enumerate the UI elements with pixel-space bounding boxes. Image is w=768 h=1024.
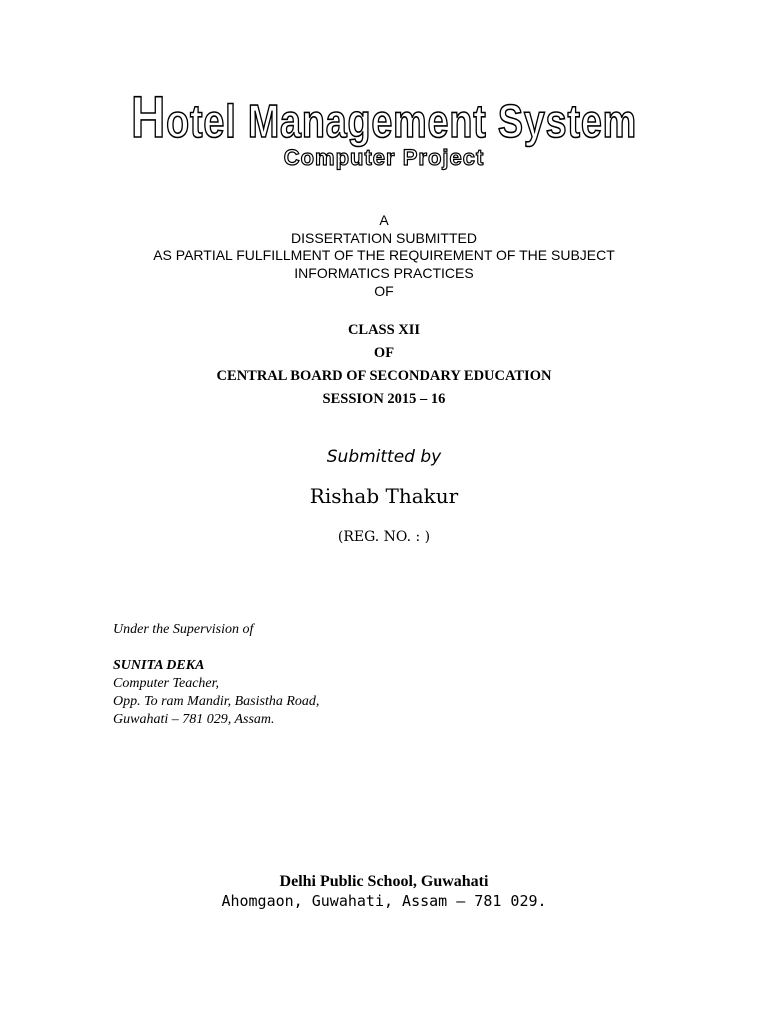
dissertation-line-4: INFORMATICS PRACTICES [294, 265, 474, 281]
dissertation-line-1: A [379, 212, 389, 228]
school-address: Ahomgaon, Guwahati, Assam – 781 029. [221, 892, 547, 910]
document-title [69, 85, 699, 151]
document-subtitle: Computer Project [283, 145, 485, 170]
supervision-label: Under the Supervision of [113, 622, 254, 637]
student-name: Rishab Thakur [309, 484, 459, 508]
registration-number: (REG. NO. : ) [337, 529, 431, 545]
supervisor-line-3: Guwahati – 781 029, Assam. [113, 712, 275, 727]
class-of-line: OF [373, 345, 395, 361]
dissertation-line-3: AS PARTIAL FULFILLMENT OF THE REQUIREMENT OF THE SUBJECT [153, 247, 615, 263]
class-line: CLASS XII [347, 322, 421, 338]
dissertation-line-2: DISSERTATION SUBMITTED [291, 230, 477, 246]
title-initial: H [131, 85, 167, 150]
dissertation-line-5: OF [374, 283, 394, 299]
supervisor-name: SUNITA DEKA [113, 658, 205, 673]
school-name: Delhi Public School, Guwahati [279, 873, 489, 890]
supervisor-line-2: Opp. To ram Mandir, Basistha Road, [113, 694, 320, 709]
title-rest: otel Management System [166, 95, 637, 147]
board-line: CENTRAL BOARD OF SECONDARY EDUCATION [216, 368, 552, 384]
supervisor-line-1: Computer Teacher, [113, 676, 220, 691]
session-line: SESSION 2015 – 16 [322, 391, 446, 407]
submitted-by-label: Submitted by [326, 447, 442, 467]
